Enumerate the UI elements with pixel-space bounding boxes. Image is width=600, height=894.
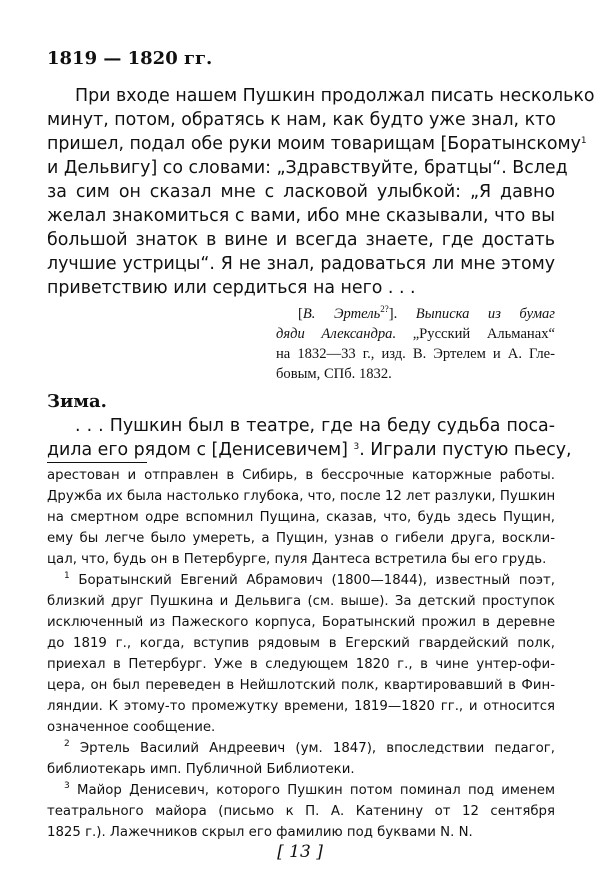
footnote-continuation-line: цал, что, будь он в Петербурге, пуля Дантеса встретила бы его грудь.	[47, 552, 547, 567]
section-heading-winter: Зима.	[47, 391, 107, 412]
main-text-line: и Дельвигу] со словами: „Здравствуйте, братцы“. Вслед	[47, 158, 568, 178]
page-number: [ 13 ]	[277, 842, 323, 862]
footnote-1-line: исключенный из Пажеского корпуса, Боратынский прожил в деревне	[47, 615, 555, 630]
source-citation-line: бовым, СПб. 1832.	[276, 366, 392, 382]
footnote-1-line	[64, 570, 555, 591]
footnote-2-line: библиотекарь имп. Публичной Библиотеки.	[47, 762, 355, 777]
footnote-ref-2: 2?	[380, 304, 389, 314]
citation-almanac: „Русский Альманах“	[412, 326, 555, 342]
footnote-1-text: Боратынский Евгений Абрамович (1800—1844), известный поэт,	[78, 573, 555, 588]
footnote-3-line: театрального майора (письмо к П. А. Катенину от 12 сентября	[47, 804, 555, 819]
footnote-ref-3: 3	[353, 442, 360, 452]
footnote-1-line: означенное сообщение.	[47, 720, 216, 735]
footnote-2-mark: 2	[64, 739, 70, 749]
main-text-line: При входе нашем Пушкин продолжал писать несколько	[75, 86, 595, 106]
footnote-3-line	[64, 780, 555, 801]
main-text-line: минут, потом, обратясь к нам, как будто уже знал, кто	[47, 110, 556, 130]
main-text-line: за сим он сказал мне с ласковой улыбкой: „Я давно	[47, 182, 555, 202]
footnote-3-text: Майор Денисевич, которого Пушкин потом поминал под именем	[76, 783, 555, 798]
citation-bracket: [	[298, 306, 303, 322]
footnote-2-line	[64, 738, 555, 759]
main-text-fragment: пришел, подал обе руки моим товарищам [Боратынскому	[47, 134, 581, 154]
footnote-1-line: близкий друг Пушкина и Дельвига (см. выше). За детский проступок	[47, 594, 555, 609]
source-citation-line	[298, 304, 555, 324]
footnote-1-line: ляндии. К этому-то промежутку времени, 1819—1820 гг., и относится	[47, 699, 555, 714]
footnote-continuation-line: на смертном одре вспомнил Пущина, сказав, что, будь здесь Пущин,	[47, 510, 555, 525]
citation-bracket: ].	[388, 306, 398, 322]
footnote-1-mark: 1	[64, 571, 70, 581]
footnote-continuation-line: ему бы легче было умереть, а Пущин, узнав о гибели друга, воскли-	[47, 531, 555, 546]
main-text-line	[47, 132, 587, 156]
section-heading-1819-1820: 1819 — 1820 гг.	[47, 48, 213, 69]
main-text-line: большой знаток в вине и всегда знаете, где достать	[47, 230, 555, 250]
footnote-ref-1: 1	[580, 136, 587, 146]
footnote-2-text: Эртель Василий Андреевич (ум. 1847), впоследствии педагог,	[79, 741, 555, 756]
footnote-1-line: приехал в Петербург. Уже в следующем 1820 г., в чине унтер-офи-	[47, 657, 555, 672]
citation-author: В. Эртель	[302, 306, 381, 322]
footnote-3-mark: 3	[64, 781, 70, 791]
main-text-line: желал знакомиться с вами, ибо мне сказывали, что вы	[47, 206, 555, 226]
footnote-separator	[47, 462, 147, 463]
source-citation-line: на 1832—33 г., изд. В. Эртелем и А. Гле-	[276, 346, 555, 362]
main-text-line: приветствию или сердиться на него . . .	[47, 278, 416, 298]
main-text-fragment: дила его рядом с [Денисевичем]	[47, 440, 348, 460]
main-text-line: лучшие устрицы“. Я не знал, радоваться ли мне этому	[47, 254, 555, 274]
main-text-line: . . . Пушкин был в театре, где на беду судьба поса-	[75, 416, 555, 436]
citation-title: дяди Александра.	[276, 326, 397, 342]
footnote-1-line: цера, он был переведен в Нейшлотский полк, квартировавший в Фин-	[47, 678, 555, 693]
main-text-line	[47, 438, 572, 462]
footnote-3-line: 1825 г.). Лажечников скрыл его фамилию под буквами N. N.	[47, 825, 473, 840]
source-citation-line	[276, 324, 555, 344]
footnote-1-line: до 1819 г., когда, вступив рядовым в Егерский гвардейский полк,	[47, 636, 555, 651]
footnote-continuation-line: арестован и отправлен в Сибирь, в бессрочные каторжные работы.	[47, 468, 555, 483]
footnote-continuation-line: Дружба их была настолько глубока, что, после 12 лет разлуки, Пушкин	[47, 489, 556, 504]
citation-title: Выписка из бумаг	[415, 306, 555, 322]
main-text-fragment: . Играли пустую пьесу,	[359, 440, 572, 460]
